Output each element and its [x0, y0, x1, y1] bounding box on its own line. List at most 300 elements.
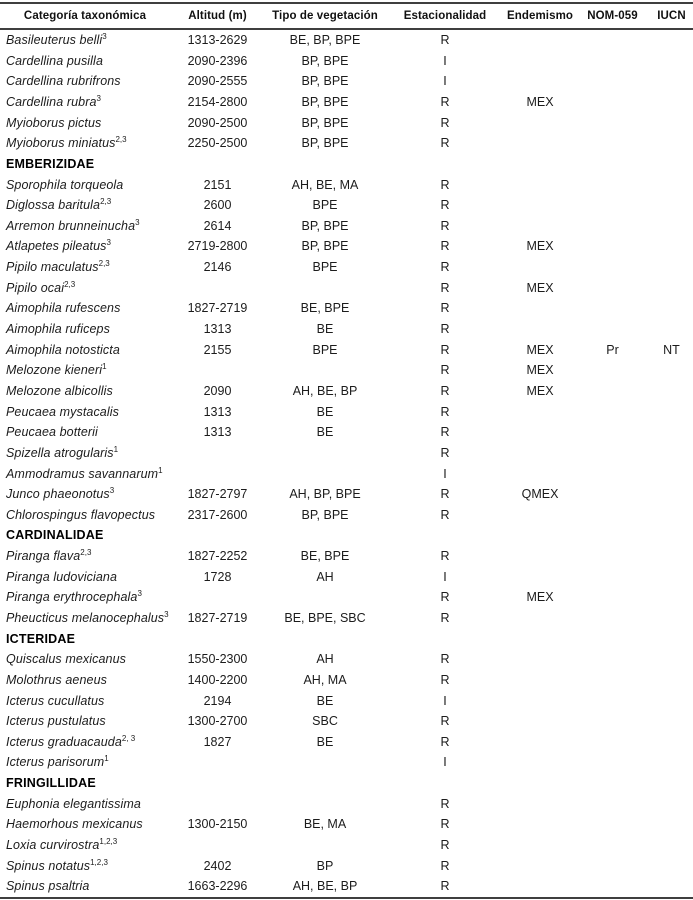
vegetation-type-cell [265, 794, 385, 815]
species-name-cell [0, 443, 170, 464]
endemism-cell [505, 133, 575, 154]
family-name: EMBERIZIDAE [6, 156, 95, 171]
species-row [0, 567, 693, 588]
species-row [0, 814, 693, 835]
iucn-cell [650, 278, 693, 299]
species-row [0, 113, 693, 134]
seasonality-cell: R [440, 796, 450, 811]
species-name: Piranga erythrocephala [6, 590, 138, 605]
iucn-cell [650, 71, 693, 92]
nom-059-cell [575, 381, 650, 402]
iucn-cell [650, 835, 693, 856]
seasonality-cell: R [440, 590, 450, 605]
vegetation-type-cell [265, 463, 385, 484]
iucn-cell: NT [663, 342, 680, 357]
nom-059-cell [575, 835, 650, 856]
vegetation-type-cell: AH, BE, BP [292, 879, 358, 894]
species-row [0, 732, 693, 753]
col-header-tipo-vegetacion: Tipo de vegetación [265, 3, 385, 29]
species-name-cell [0, 381, 170, 402]
seasonality-cell: R [440, 611, 450, 625]
iucn-cell [650, 113, 693, 134]
iucn-cell [650, 567, 693, 588]
species-superscript: 1 [104, 754, 109, 764]
iucn-cell [650, 691, 693, 712]
altitude-cell [170, 278, 265, 299]
vegetation-type-cell [265, 278, 385, 299]
bird-species-table [0, 2, 693, 899]
nom-059-cell [575, 29, 650, 51]
species-superscript: 2,3 [64, 279, 76, 289]
endemism-cell [505, 113, 575, 134]
seasonality-cell: R [440, 879, 450, 894]
vegetation-type-cell: BPE [312, 342, 338, 357]
seasonality-cell: R [440, 239, 450, 254]
nom-059-cell [575, 298, 650, 319]
species-name: Myioborus miniatus [6, 136, 116, 151]
family-row [0, 525, 693, 546]
nom-059-cell [575, 113, 650, 134]
species-name: Spizella atrogularis [6, 445, 114, 460]
seasonality-cell: R [440, 652, 450, 667]
family-name: FRINGILLIDAE [6, 776, 96, 791]
species-name-cell [0, 174, 170, 195]
iucn-cell [650, 360, 693, 381]
altitude-cell [170, 463, 265, 484]
species-row [0, 174, 693, 195]
altitude-cell: 2146 [203, 260, 232, 275]
col-header-iucn: IUCN [650, 3, 693, 29]
seasonality-cell: R [440, 342, 450, 357]
species-name: Haemorhous mexicanus [6, 817, 143, 832]
iucn-cell [650, 463, 693, 484]
vegetation-type-cell: BE, BPE [300, 301, 350, 316]
species-row [0, 794, 693, 815]
endemism-cell [505, 505, 575, 526]
species-name-cell [0, 71, 170, 92]
species-superscript: 1,2,3 [90, 857, 108, 867]
seasonality-cell: R [440, 280, 450, 295]
seasonality-cell: I [443, 466, 447, 481]
vegetation-type-cell [265, 587, 385, 608]
altitude-cell [170, 835, 265, 856]
species-row [0, 278, 693, 299]
vegetation-type-cell: BE, BP, BPE [289, 33, 361, 48]
vegetation-type-cell: BE [316, 693, 334, 708]
vegetation-type-cell: BP, BPE [301, 239, 349, 254]
iucn-cell [650, 587, 693, 608]
species-name: Junco phaeonotus [6, 487, 110, 502]
iucn-cell [650, 133, 693, 154]
nom-059-cell: Pr [606, 342, 619, 357]
species-name-cell [0, 752, 170, 773]
iucn-cell [650, 752, 693, 773]
species-name-cell [0, 814, 170, 835]
species-name-cell [0, 51, 170, 72]
species-row [0, 257, 693, 278]
species-name: Spinus psaltria [6, 879, 90, 894]
endemism-cell [505, 257, 575, 278]
iucn-cell [650, 443, 693, 464]
vegetation-type-cell [265, 443, 385, 464]
nom-059-cell [575, 236, 650, 257]
species-name-cell [0, 113, 170, 134]
species-superscript: 3 [137, 589, 142, 599]
vegetation-type-cell [265, 752, 385, 773]
altitude-cell: 1313 [203, 425, 232, 440]
species-row [0, 587, 693, 608]
altitude-cell: 2194 [203, 693, 232, 708]
vegetation-type-cell: AH, BE, MA [291, 177, 359, 192]
species-row [0, 608, 693, 629]
iucn-cell [650, 298, 693, 319]
endemism-cell [505, 794, 575, 815]
altitude-cell: 2090-2500 [187, 115, 248, 130]
col-header-estacionalidad: Estacionalidad [385, 3, 505, 29]
species-row [0, 340, 693, 361]
species-name-cell [0, 567, 170, 588]
seasonality-cell: R [440, 218, 450, 233]
altitude-cell [170, 794, 265, 815]
endemism-cell [505, 195, 575, 216]
endemism-cell: MEX [526, 363, 554, 378]
species-name: Diglossa baritula [6, 198, 101, 213]
endemism-cell: MEX [526, 239, 554, 254]
seasonality-cell: R [440, 301, 450, 316]
seasonality-cell: R [440, 404, 450, 419]
endemism-cell [505, 51, 575, 72]
vegetation-type-cell: BPE [312, 198, 338, 213]
species-name: Euphonia elegantissima [6, 796, 141, 811]
seasonality-cell: R [440, 858, 450, 873]
nom-059-cell [575, 360, 650, 381]
iucn-cell [650, 319, 693, 340]
iucn-cell [650, 608, 693, 629]
species-row [0, 670, 693, 691]
endemism-cell [505, 422, 575, 443]
species-name-cell [0, 236, 170, 257]
nom-059-cell [575, 402, 650, 423]
species-superscript: 1 [102, 362, 107, 372]
altitude-cell [170, 587, 265, 608]
endemism-cell [505, 546, 575, 567]
species-name: Piranga flava [6, 549, 81, 564]
endemism-cell [505, 319, 575, 340]
endemism-cell [505, 608, 575, 629]
endemism-cell [505, 216, 575, 237]
species-superscript: 3 [106, 238, 111, 248]
nom-059-cell [575, 92, 650, 113]
col-header-altitud: Altitud (m) [170, 3, 265, 29]
species-name-cell [0, 505, 170, 526]
iucn-cell [650, 794, 693, 815]
altitude-cell: 1300-2150 [187, 817, 248, 832]
species-name: Quiscalus mexicanus [6, 652, 127, 667]
seasonality-cell: R [440, 817, 450, 832]
seasonality-cell: R [440, 425, 450, 440]
seasonality-cell: I [443, 693, 447, 708]
species-superscript: 2,3 [115, 135, 127, 145]
species-superscript: 3 [164, 609, 169, 619]
species-name: Loxia curvirostra [6, 838, 100, 853]
species-name: Icterus cucullatus [6, 693, 105, 708]
iucn-cell [650, 92, 693, 113]
species-row [0, 422, 693, 443]
family-row [0, 773, 693, 794]
species-row [0, 195, 693, 216]
species-superscript: 2,3 [100, 197, 112, 207]
species-row [0, 381, 693, 402]
species-name: Aimophila ruficeps [6, 322, 110, 337]
species-name-cell [0, 670, 170, 691]
species-name-cell [0, 732, 170, 753]
altitude-cell: 1300-2700 [187, 714, 248, 729]
species-row [0, 298, 693, 319]
altitude-cell: 1313-2629 [187, 33, 248, 48]
species-name: Pipilo maculatus [6, 260, 99, 275]
species-row [0, 463, 693, 484]
vegetation-type-cell: BP, BPE [301, 218, 349, 233]
species-row [0, 876, 693, 898]
seasonality-cell: R [440, 734, 450, 749]
species-row [0, 505, 693, 526]
seasonality-cell: I [443, 74, 447, 89]
table-body [0, 29, 693, 898]
species-row [0, 71, 693, 92]
seasonality-cell: R [440, 322, 450, 337]
endemism-cell [505, 670, 575, 691]
seasonality-cell: R [440, 177, 450, 192]
altitude-cell: 2154-2800 [187, 94, 248, 109]
species-name: Piranga ludoviciana [6, 569, 118, 584]
seasonality-cell: R [440, 136, 450, 151]
species-name-cell [0, 278, 170, 299]
species-name: Aimophila notosticta [6, 342, 120, 357]
species-superscript: 3 [102, 31, 107, 41]
iucn-cell [650, 381, 693, 402]
seasonality-cell: R [440, 714, 450, 729]
altitude-cell: 1313 [203, 404, 232, 419]
species-superscript: 1 [113, 444, 119, 454]
seasonality-cell: I [443, 569, 447, 584]
species-row [0, 691, 693, 712]
iucn-cell [650, 546, 693, 567]
altitude-cell: 2155 [203, 342, 232, 357]
altitude-cell: 1827-2252 [187, 549, 248, 564]
species-row [0, 360, 693, 381]
species-row [0, 51, 693, 72]
species-name: Pheucticus melanocephalus [6, 611, 165, 625]
endemism-cell [505, 71, 575, 92]
endemism-cell [505, 402, 575, 423]
vegetation-type-cell: AH, MA [303, 672, 347, 687]
species-name-cell [0, 546, 170, 567]
nom-059-cell [575, 443, 650, 464]
iucn-cell [650, 484, 693, 505]
nom-059-cell [575, 608, 650, 629]
seasonality-cell: R [440, 198, 450, 213]
endemism-cell [505, 463, 575, 484]
species-name: Icterus parisorum [6, 755, 105, 770]
species-name-cell [0, 608, 170, 629]
endemism-cell: MEX [526, 280, 554, 295]
species-name: Basileuterus belli [6, 33, 103, 48]
nom-059-cell [575, 567, 650, 588]
nom-059-cell [575, 257, 650, 278]
iucn-cell [650, 216, 693, 237]
species-row [0, 752, 693, 773]
species-name: Icterus pustulatus [6, 714, 106, 729]
species-row [0, 711, 693, 732]
species-name: Ammodramus savannarum [6, 466, 159, 481]
vegetation-type-cell: SBC [312, 714, 338, 729]
seasonality-cell: R [440, 445, 450, 460]
iucn-cell [650, 402, 693, 423]
iucn-cell [650, 422, 693, 443]
altitude-cell [170, 443, 265, 464]
iucn-cell [650, 505, 693, 526]
endemism-cell [505, 649, 575, 670]
species-name-cell [0, 360, 170, 381]
iucn-cell [650, 195, 693, 216]
species-name-cell [0, 587, 170, 608]
vegetation-type-cell: BE [316, 425, 334, 440]
seasonality-cell: R [440, 33, 450, 48]
nom-059-cell [575, 794, 650, 815]
iucn-cell [650, 236, 693, 257]
species-name-cell [0, 402, 170, 423]
altitude-cell: 1827-2719 [187, 301, 248, 316]
altitude-cell: 2614 [203, 218, 232, 233]
altitude-cell: 1827-2719 [187, 611, 248, 625]
species-name-cell [0, 340, 170, 361]
endemism-cell [505, 29, 575, 51]
altitude-cell: 1827-2797 [187, 487, 248, 502]
vegetation-type-cell: BP, BPE [301, 74, 349, 89]
nom-059-cell [575, 133, 650, 154]
species-row [0, 546, 693, 567]
seasonality-cell: R [440, 260, 450, 275]
endemism-cell [505, 174, 575, 195]
species-name-cell [0, 319, 170, 340]
family-name: ICTERIDAE [6, 631, 76, 646]
altitude-cell: 2250-2500 [187, 136, 248, 151]
species-superscript: 2,3 [98, 258, 110, 268]
endemism-cell: QMEX [521, 487, 559, 502]
endemism-cell [505, 814, 575, 835]
species-name-cell [0, 422, 170, 443]
species-name-cell [0, 257, 170, 278]
endemism-cell [505, 876, 575, 898]
seasonality-cell: I [443, 755, 447, 770]
species-superscript: 3 [109, 486, 115, 495]
species-name: Cardellina rubrifrons [6, 74, 121, 89]
seasonality-cell: R [440, 672, 450, 687]
iucn-cell [650, 51, 693, 72]
species-row [0, 856, 693, 877]
endemism-cell [505, 711, 575, 732]
endemism-cell: MEX [526, 383, 554, 398]
endemism-cell: MEX [526, 342, 554, 357]
vegetation-type-cell: BP, BPE [301, 507, 349, 522]
altitude-cell: 2402 [203, 858, 232, 873]
endemism-cell: MEX [526, 590, 554, 605]
iucn-cell [650, 649, 693, 670]
species-row [0, 649, 693, 670]
vegetation-type-cell: AH, BP, BPE [289, 487, 361, 502]
nom-059-cell [575, 174, 650, 195]
nom-059-cell [575, 484, 650, 505]
iucn-cell [650, 876, 693, 898]
altitude-cell: 1550-2300 [187, 652, 248, 667]
species-name: Melozone kieneri [6, 363, 103, 378]
vegetation-type-cell [265, 360, 385, 381]
seasonality-cell: R [440, 363, 450, 378]
vegetation-type-cell: BE, BPE, SBC [284, 611, 366, 625]
vegetation-type-cell: AH [316, 569, 334, 584]
col-header-categoria-taxonomica: Categoría taxonómica [0, 3, 170, 29]
species-name: Molothrus aeneus [6, 672, 107, 687]
iucn-cell [650, 856, 693, 877]
species-name-cell [0, 711, 170, 732]
altitude-cell: 2600 [203, 198, 232, 213]
family-name: CARDINALIDAE [6, 528, 104, 543]
species-name-cell [0, 133, 170, 154]
species-superscript: 2,3 [80, 547, 92, 557]
seasonality-cell: R [440, 383, 450, 398]
table-header-row [0, 3, 693, 29]
nom-059-cell [575, 711, 650, 732]
species-superscript: 1 [158, 465, 163, 475]
vegetation-type-cell: BE [316, 734, 334, 749]
nom-059-cell [575, 546, 650, 567]
species-name: Cardellina pusilla [6, 53, 103, 68]
vegetation-type-cell: BE [316, 404, 334, 419]
species-name: Myioborus pictus [6, 115, 102, 130]
species-name-cell [0, 856, 170, 877]
seasonality-cell: R [440, 838, 450, 853]
endemism-cell [505, 835, 575, 856]
nom-059-cell [575, 422, 650, 443]
nom-059-cell [575, 732, 650, 753]
species-row [0, 216, 693, 237]
iucn-cell [650, 711, 693, 732]
altitude-cell: 2719-2800 [187, 239, 248, 254]
species-name: Atlapetes pileatus [6, 239, 107, 254]
species-name-cell [0, 29, 170, 51]
col-header-nom-059: NOM-059 [575, 3, 650, 29]
col-header-endemismo: Endemismo [505, 3, 575, 29]
vegetation-type-cell: AH [316, 652, 334, 667]
nom-059-cell [575, 670, 650, 691]
species-name: Sporophila torqueola [6, 177, 124, 192]
vegetation-type-cell: BP, BPE [301, 53, 349, 68]
species-name: Arremon brunneinucha [6, 218, 136, 233]
species-name-cell [0, 463, 170, 484]
vegetation-type-cell: BE, BPE [300, 549, 350, 564]
vegetation-type-cell: BP, BPE [301, 136, 349, 151]
seasonality-cell: R [440, 549, 450, 564]
species-name: Melozone albicollis [6, 383, 113, 398]
vegetation-type-cell: BP, BPE [301, 94, 349, 109]
species-name-cell [0, 92, 170, 113]
species-name-cell [0, 216, 170, 237]
species-name: Spinus notatus [6, 858, 91, 873]
family-row [0, 629, 693, 650]
species-superscript: 1,2,3 [99, 836, 118, 846]
species-name-cell [0, 195, 170, 216]
vegetation-type-cell: BE [316, 322, 334, 337]
